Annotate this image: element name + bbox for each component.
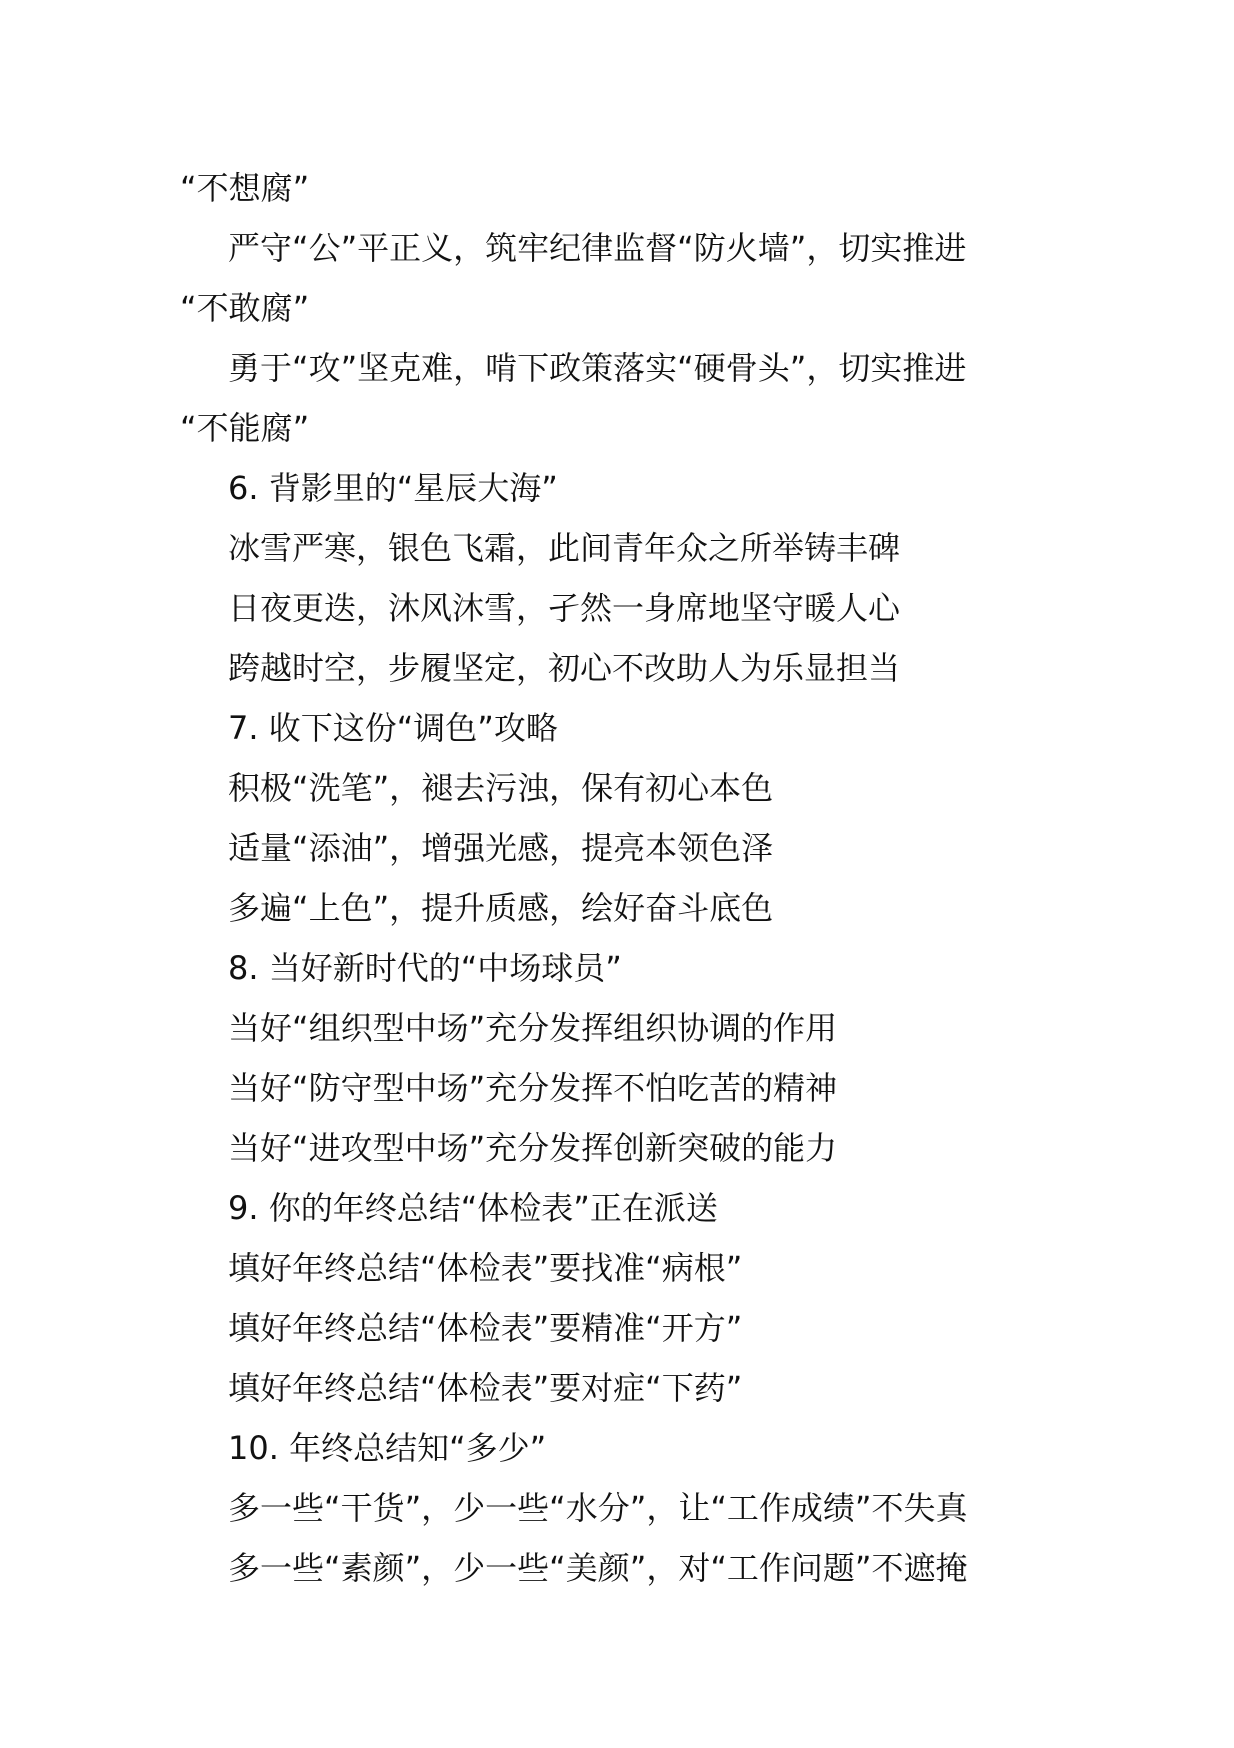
text-line: 填好年终总结“体检表”要精准“开方” <box>228 1309 743 1347</box>
section-heading: 7. 收下这份“调色”攻略 <box>228 709 558 747</box>
text-line: 严守“公”平正义，筑牢纪律监督“防火墙”，切实推进 <box>228 229 967 267</box>
text-line: 多遍“上色”，提升质感，绘好奋斗底色 <box>228 889 774 927</box>
document-page <box>0 158 1234 1598</box>
text-line: 多一些“素颜”，少一些“美颜”，对“工作问题”不遮掩 <box>228 1549 968 1587</box>
text-line: 积极“洗笔”，褪去污浊，保有初心本色 <box>228 769 774 807</box>
text-line: 当好“组织型中场”充分发挥组织协调的作用 <box>228 1009 838 1047</box>
text-line: 多一些“干货”，少一些“水分”，让“工作成绩”不失真 <box>228 1489 968 1527</box>
section-heading: 9. 你的年终总结“体检表”正在派送 <box>228 1189 718 1227</box>
section-heading: 10. 年终总结知“多少” <box>228 1429 547 1467</box>
section-heading: 6. 背影里的“星辰大海” <box>228 469 558 507</box>
text-line: 日夜更迭，沐风沐雪，孑然一身席地坚守暖人心 <box>228 589 901 627</box>
text-line: 当好“进攻型中场”充分发挥创新突破的能力 <box>228 1129 838 1167</box>
text-line: 填好年终总结“体检表”要找准“病根” <box>228 1249 743 1287</box>
text-line: 冰雪严寒，银色飞霜，此间青年众之所举铸丰碑 <box>228 529 901 567</box>
text-line: “不敢腐” <box>180 289 310 327</box>
text-line: 填好年终总结“体检表”要对症“下药” <box>228 1369 743 1407</box>
section-heading: 8. 当好新时代的“中场球员” <box>228 949 622 987</box>
text-line: “不想腐” <box>180 169 310 207</box>
text-line: 当好“防守型中场”充分发挥不怕吃苦的精神 <box>228 1069 838 1107</box>
text-line: 勇于“攻”坚克难，啃下政策落实“硬骨头”，切实推进 <box>228 349 967 387</box>
text-line: 跨越时空，步履坚定，初心不改助人为乐显担当 <box>228 649 901 687</box>
text-line: “不能腐” <box>180 409 310 447</box>
text-line: 适量“添油”，增强光感，提亮本领色泽 <box>228 829 774 867</box>
